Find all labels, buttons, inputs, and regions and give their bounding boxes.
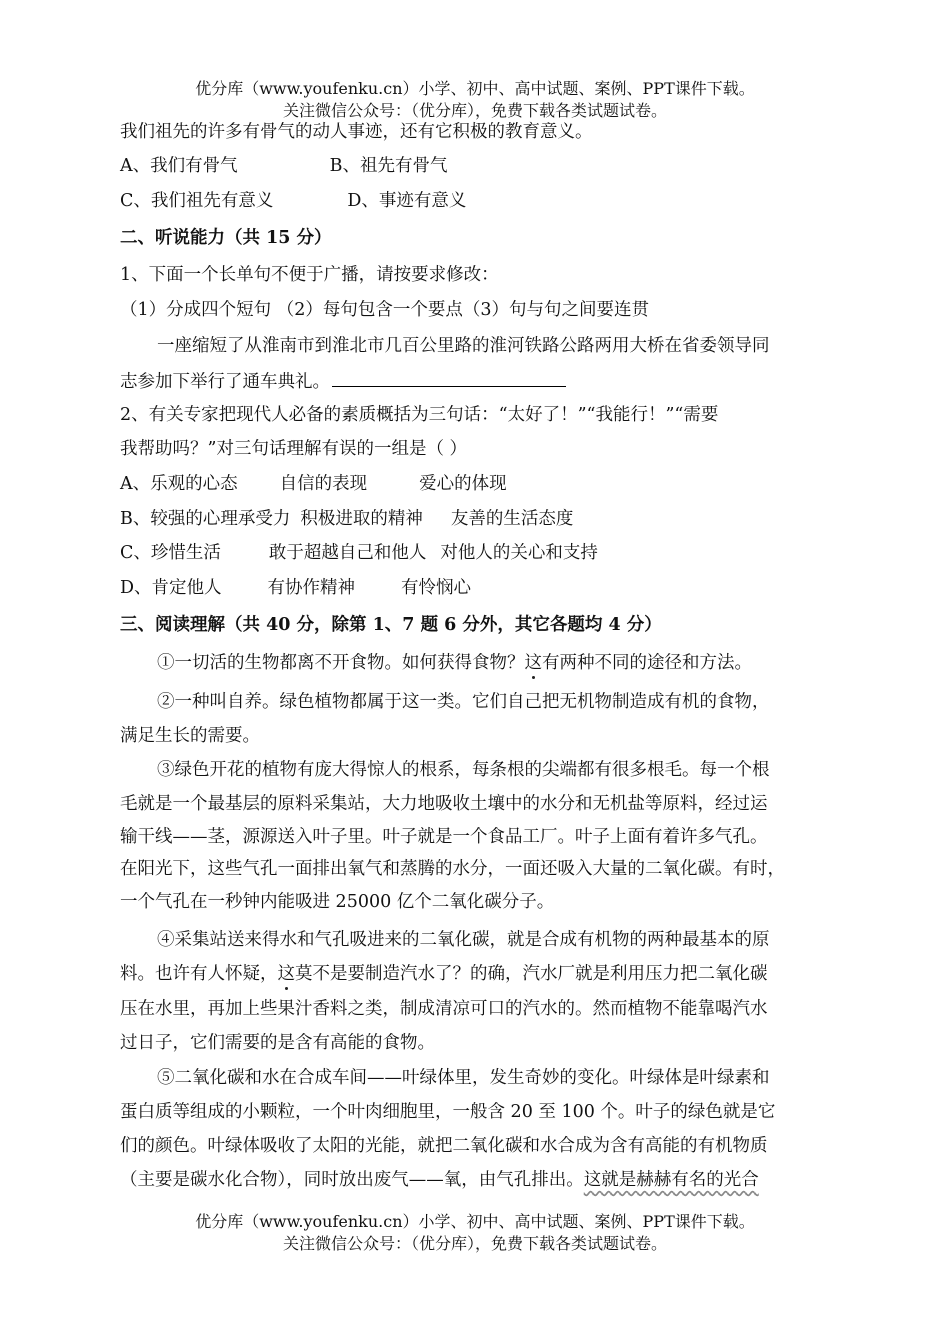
section-2-title: 二、听说能力（共 15 分） [120, 228, 332, 248]
paragraph-3-line-3: 输干线——茎，源源送入叶子里。叶子就是一个食品工厂。叶子上面有着许多气孔。 [120, 827, 768, 847]
option-part: D、肯定他人 [120, 578, 222, 598]
paragraph-1-text: 有两种不同的途径和方法。 [542, 653, 752, 673]
q2-option-c [120, 541, 598, 565]
option-part: 自信的表现 [279, 474, 368, 494]
paragraph-4-line-3: 压在水里，再加上些果汁香料之类，制成清凉可口的汽水的。然而植物不能靠喝汽水 [120, 999, 768, 1019]
option-part: 对他人的关心和支持 [440, 543, 598, 563]
header-line-2: 关注微信公众号：（优分库），免费下载各类试题试卷。 [282, 101, 667, 120]
paragraph-4-line-4: 过日子，它们需要的是含有高能的食物。 [120, 1033, 435, 1053]
paragraph-4-line-1: ④采集站送来得水和气孔吸进来的二氧化碳，就是合成有机物的两种最基本的原 [157, 930, 770, 950]
prev-option-row-1 [120, 154, 448, 178]
q2-line-2: 我帮助吗？”对三句话理解有误的一组是（ ） [120, 439, 468, 459]
option-part: A、乐观的心态 [120, 474, 238, 494]
paragraph-3-line-2: 毛就是一个最基层的原料采集站，大力地吸收土壤中的水分和无机盐等原料，经过运 [120, 794, 768, 814]
paragraph-5-line-3: 们的颜色。叶绿体吸收了太阳的光能，就把二氧化碳和水合成为含有高能的有机物质 [120, 1136, 768, 1156]
paragraph-2-line-1: ②一种叫自养。绿色植物都属于这一类。它们自己把无机物制造成有机的食物， [157, 692, 770, 712]
option-a: A、我们有骨气 [120, 156, 238, 176]
paragraph-5-text: （主要是碳水化合物），同时放出废气——氧，由气孔排出。 [120, 1170, 584, 1190]
emphasis-dot-word: 这 [524, 653, 542, 673]
option-part: C、珍惜生活 [120, 543, 221, 563]
q2-option-d [120, 576, 471, 600]
option-part: 积极进取的精神 [300, 509, 423, 529]
paragraph-2-line-2: 满足生长的需要。 [120, 726, 260, 746]
q1-text-line-2 [120, 368, 566, 394]
option-part: 友善的生活态度 [450, 509, 574, 529]
paragraph-1 [157, 651, 752, 675]
paragraph-5-line-1: ⑤二氧化碳和水在合成车间——叶绿体里，发生奇妙的变化。叶绿体是叶绿素和 [157, 1068, 770, 1088]
paragraph-3-line-5: 一个气孔在一秒钟内能吸进 25000 亿个二氧化碳分子。 [120, 892, 555, 912]
paragraph-4-line-2 [120, 962, 768, 986]
paragraph-5-line-4 [120, 1168, 759, 1192]
paragraph-4-text: 料。也许有人怀疑， [120, 964, 278, 984]
footer-line-1: 优分库（www.youfenku.cn）小学、初中、高中试题、案例、PPT课件下载。 [195, 1212, 755, 1231]
paragraph-3-line-4: 在阳光下，这些气孔一面排出氧气和蒸腾的水分，一面还吸入大量的二氧化碳。有时， [120, 859, 785, 879]
option-part: B、较强的心理承受力 [120, 509, 291, 529]
option-part: 敢于超越自己和他人 [268, 543, 427, 563]
answer-blank[interactable] [332, 368, 566, 387]
q1-prompt: 1、下面一个长单句不便于广播，请按要求修改： [120, 265, 499, 285]
q2-line-1: 2、有关专家把现代人必备的素质概括为三句话：“太好了！”“我能行！”“需要 [120, 405, 719, 425]
option-part: 有怜悯心 [401, 578, 472, 598]
wavy-underlined-text: 这就是赫赫有名的光合 [583, 1170, 759, 1190]
footer-line-2: 关注微信公众号：（优分库），免费下载各类试题试卷。 [282, 1234, 667, 1253]
option-c: C、我们祖先有意义 [120, 191, 274, 211]
q1-text-line-1: 一座缩短了从淮南市到淮北市几百公里路的淮河铁路公路两用大桥在省委领导同 [157, 336, 770, 356]
option-part: 爱心的体现 [419, 474, 507, 494]
option-part: 有协作精神 [267, 578, 356, 598]
paragraph-5-line-2: 蛋白质等组成的小颗粒，一个叶肉细胞里，一般含 20 至 100 个。叶子的绿色就是它 [120, 1102, 776, 1122]
section-3-title: 三、阅读理解（共 40 分，除第 1、7 题 6 分外，其它各题均 4 分） [120, 615, 662, 635]
paragraph-4-text: 莫不是要制造汽水了？的确，汽水厂就是利用压力把二氧化碳 [295, 964, 768, 984]
option-b: B、祖先有骨气 [329, 156, 448, 176]
paragraph-3-line-1: ③绿色开花的植物有庞大得惊人的根系，每条根的尖端都有很多根毛。每一个根 [157, 760, 770, 780]
q1-text-line-2-text: 志参加下举行了通车典礼。 [120, 372, 330, 392]
prev-option-row-2 [120, 189, 466, 213]
q2-option-a [120, 472, 507, 496]
option-d: D、事迹有意义 [347, 191, 467, 211]
emphasis-dot-word: 这 [277, 964, 295, 984]
header-line-1: 优分库（www.youfenku.cn）小学、初中、高中试题、案例、PPT课件下载。 [195, 79, 755, 98]
q2-option-b [120, 507, 573, 531]
paragraph-1-text: ①一切活的生物都离不开食物。如何获得食物？ [157, 653, 525, 673]
q1-requirements: （1）分成四个短句 （2）每句包含一个要点（3）句与句之间要连贯 [120, 300, 649, 320]
prev-question-sentence: 我们祖先的许多有骨气的动人事迹，还有它积极的教育意义。 [120, 122, 593, 142]
